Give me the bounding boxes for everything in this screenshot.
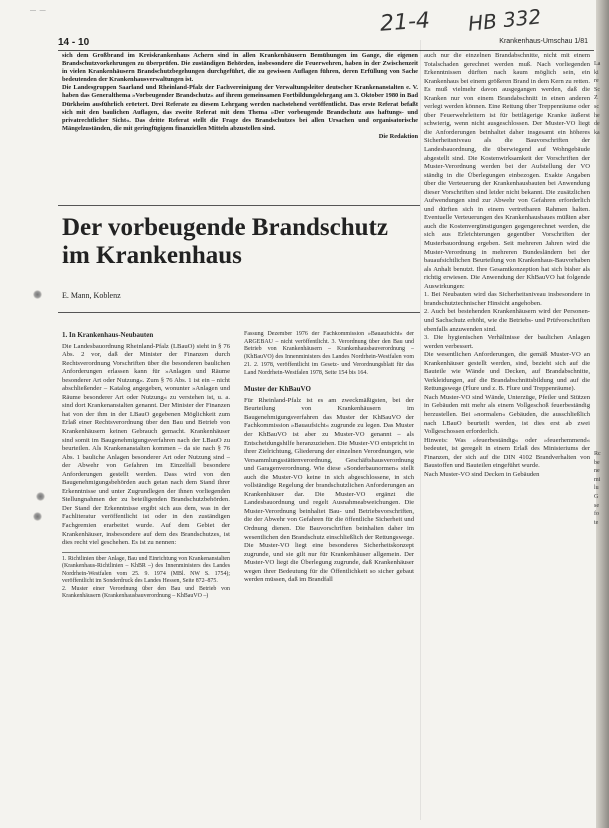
column-gutter — [420, 40, 421, 820]
list-item: 1. Bei Neubauten wird das Sicherheitsniveau insbesondere in brandschutztechnischer Hinsicht angehoben. — [424, 291, 590, 307]
text-column-2 — [244, 331, 414, 821]
article-author: E. Mann, Koblenz — [62, 291, 121, 300]
article-title: Der vorbeugende Brandschutz im Krankenhaus — [62, 214, 388, 269]
title-rule — [58, 312, 420, 313]
body-text: Die Landesbauordnung Rheinland-Pfalz (LBauO) sieht in § 76 Abs. 2 vor, daß der Minister der Finanzen durch Rechtsverordnung Vorschriften über die besonderen baulichen Anforderungen erlassen kann für »Anlagen und Räume besonderer Art oder Nutzung«. Zum § 76 Abs. 1 ist ein – nicht abschließender – Katalog angegeben, wonunter »Anlagen und Räume besonderer Art oder Nutzung« zu verstehen ist, u. a. sind dort Krankenanstalten genannt. Der Minister der Finanzen hat von der ihm in der LBauO gegebenen Möglichkeit zum Erlaß einer Rechtsverordnung über den Bau und Betrieb von Krankenhäusern keinen Gebrauch gemacht. Krankenhäuser sind somit im Baugenehmigungsverfahren nach der LBauO zu beurteilen. Als Krankenanstalten kommen – da sie nach § 76 Abs. 1 bauliche Anlagen besonderer Art oder Nutzung sind – der Abwehr von Gefahren im Einzelfall besondere Anforderungen gestellt werden. Dass wird von den Baugenehmigungsbehörden auch getan nach dem Stand ihrer Erkenntnisse und unter Zugrundlegen der ihnen vorliegenden Stellungnahmen der zu beteiligenden Brandschutzbehörden. Der Stand der Erkenntnisse ergibt sich aus dem, was in der Fachliteratur veröffentlicht ist oder in den zuständigen Fachgremien erarbeitet wurde. Auf dem Gebiet der Krankenhäuser, insbesondere auf dem des Brandschutzes, ist dies recht viel geschehen. Es ist zu nennen: — [62, 342, 230, 547]
text-column-1 — [62, 331, 230, 821]
punch-hole — [33, 290, 42, 299]
footnotes — [62, 552, 230, 601]
punch-hole — [33, 512, 42, 521]
punch-hole — [36, 492, 45, 501]
intro-paragraph: Die Landesgruppen Saarland und Rheinland-Pfalz der Fachvereinigung der Verwaltungsleiter deutscher Krankenanstalten e. V. haben das Generalthema »Vorbeugender Brandschutz« auf ihrem gemeinsamen Fortbildungslehrgang am 3. Oktober 1980 in Bad Dürkheim ausführlich erörtert. Drei Referate zu diesem Lehrgang werden nachstehend veröffentlicht. Das erste Referat befaßt sich mit den baulichen Auflagen, das zweite Referat mit dem Thema »Der vorbeugende Brandschutz aus haftungs- und privatrechtlicher Sicht«. Das dritte Referat stellt die Frage des Brandschutzes bei allen Ursachen und organisatorische Mängelzuständen, die mit geringfügigem finanziellen Mitteln abzustellen sind. — [62, 84, 418, 132]
handwritten-note-left: 21-4 — [379, 8, 431, 37]
section-heading: Muster der KhBauVO — [244, 385, 311, 394]
editorial-intro — [62, 52, 418, 141]
handwritten-note-right: HB 332 — [466, 4, 543, 36]
body-text: Hinweis: Was »feuerbeständig« oder »feuerhemmend« bedeutet, ist geregelt in einem Erlaß des Ministeriums der Finanzen, der sich auf die DIN 4102 Brandverhalten von Baustoffen und Bauteilen eingeführt wurde. — [424, 436, 590, 470]
journal-name: Krankenhaus-Umschau 1/81 — [499, 38, 588, 45]
body-text: auch nur die einzelnen Brandabschnitte, nicht mit einem Totalschaden gerechnet werden muß. Nach vorliegenden Erkenntnissen dürften nach kaum möglich sein, ein Krankenhaus bei einem größeren Brand in dem Kern zu retten. Es muß vielmehr davon ausgegangen werden, daß die Kranken nur von einem Brandabschnitt in einen anderen verlegt werden können. Eine Rettung über Treppenräume oder über Feuerwehrleitern ist für bettlägerige Kranke äußerst schwierig, wenn nicht ausgeschlossen. Der Muster-VO liegt die Anforderungen beinhaltet daher insgesamt ein höheres Sicherheitsniveau als die Bauvorschriften der Landesbauordnung, die überwiegend auf Wohngebäude abgestellt sind. Die Kostenwirksamkeit der Vorschriften der Muster-Verordnung werden bei der Aufstellung der VO ständig in die Überlegungen einbezogen. Exakte Angaben über die Verteuerung der Krankenhausbauten bei Anwendung dieser Vorschriften sind leider nicht bekannt. Die zusätzlichen Aufwendungen sind zur Abwehr von Gefahren erforderlich und dürften sich in einem vertretbaren Rahmen halten. Eventuelle Verteuerungen des Krankenhausbaues müßten aber auch die Kostenvergünstigungen gegengerechnet werden, die sich aus Erleichterungen gegenüber Vorschriften der Musterbauordnung ergeben. Seit mehreren Jahren wird die Muster-Verordnung in mehreren Bundesländern bei der bauaufsichtlichen Beurteilung von Krankenhaus-Bauvorhaben als Anhalt benutzt. Ihre Gesamtkonzeption hat sich bisher als richtig erwiesen. Die Anwendung der KhBauVO hat folgende Auswirkungen: — [424, 52, 590, 290]
list-item: 3. Die hygienischen Verhältnisse der baulichen Anlagen werden verbessert. — [424, 334, 590, 350]
list-item: 2. Auch bei bestehenden Krankenhäusern wird der Personen- und Sachschutz erhöht, wie die Betriebs- und Prüfvorschriften ebenfalls anzuwenden sind. — [424, 308, 590, 333]
footnote: 1. Richtlinien über Anlage, Bau und Einrichtung von Krankenanstalten (Krankenhaus-Richtlinien – KhBR –) des Innenministers des Landes Nordrhein-Westfalen vom 25. 9. 1974 (MBl. NW S. 1754); veröffentlicht im Sonderdruck des Landes Hessen, Seite 872–875. — [62, 555, 230, 585]
footnote-continuation: Fassung Dezember 1976 der Fachkommission »Bauaufsicht« der ARGEBAU – nicht veröffentlicht. 3. Verordnung über den Bau und Betrieb von Krankenhäusern – Krankenhausbauverordnung – (KhBauVO) des Innenministers des Landes Nordrhein-Westfalen vom 21. 2. 1978, veröffentlicht im Gesetz- und Verordnungsblatt für das Land Nordrhein-Westfalen 1978, Seite 154 bis 164. — [244, 331, 414, 376]
adjacent-page-text: La ki re Sc Z sc he de ka — [594, 61, 601, 136]
body-text: Nach Muster-VO sind Decken in Gebäuden — [424, 470, 540, 478]
footnote: 2. Muster einer Verordnung über den Bau und Betrieb von Krankenhäusern (Krankenhausbauverordnung – KhBauVO –) — [62, 585, 230, 600]
intro-signature: Die Redaktion — [378, 132, 418, 140]
page-number: 14 - 10 — [58, 37, 90, 48]
header-rule — [58, 50, 594, 51]
section-heading: 1. In Krankenhaus-Neubauten — [62, 331, 154, 339]
body-text: Nach Muster-VO sind Wände, Unterzüge, Pfeiler und Stützen in Gebäuden mit mehr als einem Vollgeschoß feuerbeständig herzustellen. Bei »normalen« Gebäuden, die ausschließlich nach LBauO beurteilt werden, ist dies erst ab zwei Vollgeschossen erforderlich. — [424, 393, 590, 436]
scan-margin-mark: — — — [30, 8, 47, 14]
running-header — [58, 35, 598, 49]
adjacent-page-text: Rc be ne mi lu G se fo te — [594, 451, 601, 526]
intro-paragraph: sich dem Großbrand im Kreiskrankenhaus Achern sind in allen Krankenhäusern Bemühungen im Gange, die eigenen Brandschutzvorkehrungen zu überprüfen. Die zuständigen Behörden, insbesondere die Feuerwehren, haben in der Zwischenzeit in vielen Krankenhäusern Brandschutzbegehungen durchgeführt, die zu gewissen Auflagen führen, deren Erfüllung von Sache bedeutenden der Krankenhausverwaltungen ist. — [62, 52, 418, 84]
text-column-3 — [424, 52, 590, 822]
body-text: Die wesentlichen Anforderungen, die gemäß Muster-VO an Krankenhäuser gestellt werden, sind, bezieht sich auf die Bauteile wie Wände und Decken, auf Brandabschnitte, Verkleidungen, auf die Brandabschnittsbildung und auf die Rettungswege (Flure und z. B. Flure und Treppenräume). — [424, 351, 590, 393]
intro-rule — [58, 205, 420, 206]
body-text: Für Rheinland-Pfalz ist es am zweckmäßigsten, bei der Beurteilung von Krankenhäusern im Baugenehmigungsverfahren das Muster der KhBauVO der Fachkommission »Bauaufsicht« zugrunde zu legen. Das Muster der KhBauVO ist aber zu Muster-VO genannt – als Entscheidungshilfe heranzuziehen. Die Muster-VO entspricht in ihrer Zielrichtung, Gliederung der einzelnen Verordnungen, wie Versammlungsstättenverordnung, Geschäftshausverordnung und Garagenverordnung. Wie diese »Sonderbaunormen« stellt auch die Muster-VO keine in sich abgeschlossene, in sich vollständige Regelung der brandschutzlichen Anforderungen an Krankenhäuser dar. Die Muster-VO ergänzt die Landesbauordnung und regelt Ausnahmeabweichungen. Die Muster-Verordnung beinhaltet Bau- und Betriebsvorschriften, die der Abwehr von Gefahren für die öffentliche Sicherheit und Ordnung dienen. Die Bauvorschriften beinhalten daher im wesentlichen den Brandschutz einschließlich der Rettungswege. Die Muster-VO liegt eine besonderes Sicherheitskonzept zugrunde, und sie gilt nur für Krankenhäuser allgemein. Der Muster-VO liegt die Überlegung zugrunde, daß Krankenhäuser wegen ihrer Bedeutung für die Öffentlichkeit so sicher gebaut werden müssen, daß im Brandfall — [244, 396, 414, 584]
